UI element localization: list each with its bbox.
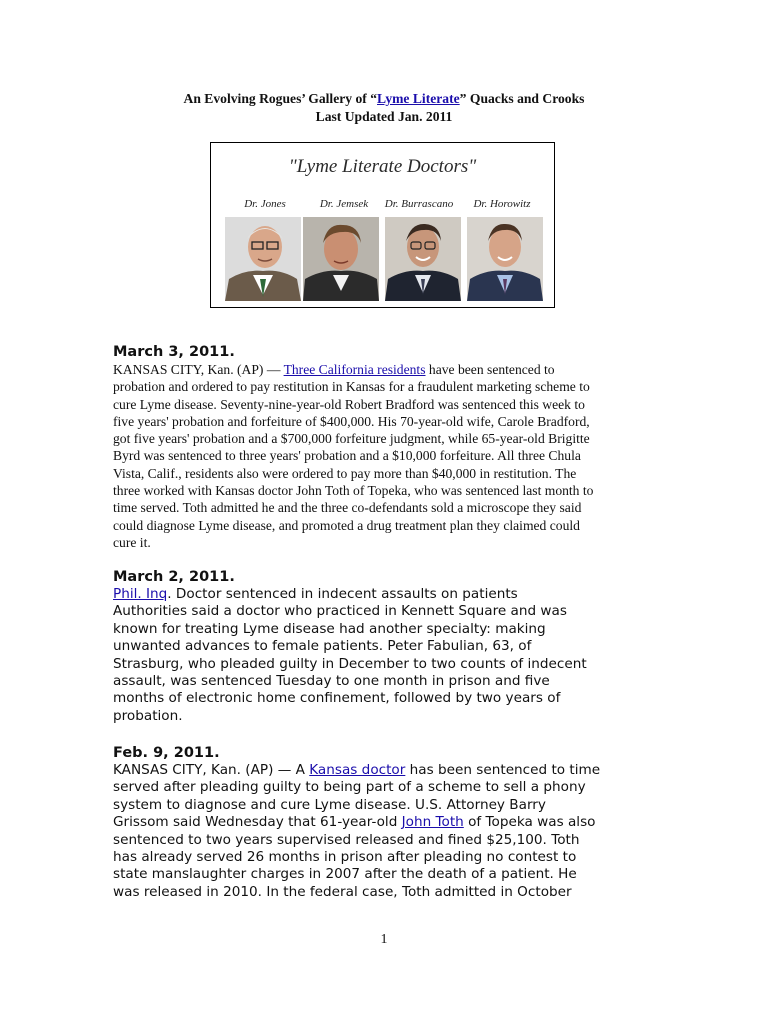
entry-line: cure Lyme disease. Seventy-nine-year-old Robert Bradford was sentenced this week to bbox=[113, 396, 585, 412]
entry-body bbox=[113, 361, 653, 551]
entry-feb-9-2011 bbox=[113, 745, 653, 901]
doctor-photo-jones bbox=[225, 217, 301, 301]
entry-line: known for treating Lyme disease had another specialty: making bbox=[113, 620, 546, 637]
entry-march-2-2011 bbox=[113, 569, 653, 725]
entry-body bbox=[113, 762, 653, 901]
entry-line: system to diagnose and cure Lyme disease. U.S. Attorney Barry bbox=[113, 796, 546, 813]
phil-inq-link[interactable]: Phil. Inq bbox=[113, 586, 168, 602]
line-text: KANSAS CITY, Kan. (AP) — A bbox=[113, 762, 310, 778]
doctor-photo-jemsek bbox=[303, 217, 379, 301]
entry-line: Strasburg, who pleaded guilty in December to two counts of indecent bbox=[113, 655, 587, 672]
doctor-label-jemsek: Dr. Jemsek bbox=[319, 198, 369, 210]
entry-line bbox=[113, 361, 653, 378]
entry-line: served after pleading guilty to being part of a scheme to sell a phony bbox=[113, 779, 586, 796]
entry-line: cure it. bbox=[113, 534, 151, 550]
line-text: has been sentenced to time bbox=[405, 762, 601, 778]
entry-march-3-2011 bbox=[113, 344, 653, 551]
document-title bbox=[0, 91, 768, 107]
entry-line: five years' probation and forfeiture of $400,000. His 70-year-old wife, Carole Bradford, bbox=[113, 413, 590, 429]
entry-line: three worked with Kansas doctor John Toth of Topeka, who was sentenced last month to bbox=[113, 483, 594, 499]
line-text: KANSAS CITY, Kan. (AP) — bbox=[113, 362, 284, 377]
line-text: have been sentenced to bbox=[425, 362, 555, 377]
entry-line: was released in 2010. In the federal case, Toth admitted in October bbox=[113, 883, 572, 900]
entry-line: probation and ordered to pay restitution in Kansas for a fraudulent marketing scheme to bbox=[113, 379, 590, 395]
lyme-literate-link[interactable]: Lyme Literate bbox=[377, 91, 460, 106]
figure-title: "Lyme Literate Doctors" bbox=[288, 156, 477, 177]
entry-line: months of electronic home confinement, followed by two years of bbox=[113, 690, 561, 707]
line-text: Grissom said Wednesday that 61-year-old bbox=[113, 814, 402, 831]
lyme-literate-doctors-image bbox=[210, 142, 555, 308]
entry-line: sentenced to two years supervised released and fined $25,100. Toth bbox=[113, 831, 580, 848]
doctor-label-horowitz: Dr. Horowitz bbox=[473, 198, 531, 210]
doctor-label-burrascano: Dr. Burrascano bbox=[384, 198, 454, 210]
entry-line: unwanted advances to female patients. Peter Fabulian, 63, of bbox=[113, 638, 532, 655]
kansas-doctor-link[interactable]: Kansas doctor bbox=[309, 762, 406, 778]
entry-line bbox=[113, 814, 653, 831]
entry-line: state manslaughter charges in 2007 after the death of a patient. He bbox=[113, 866, 577, 883]
entry-line: Vista, Calif., residents also were ordered to pay more than $40,000 in restitution. The bbox=[113, 465, 577, 481]
doctor-photo-horowitz bbox=[467, 217, 543, 301]
page-number: 1 bbox=[380, 932, 388, 947]
entry-line bbox=[113, 586, 653, 603]
entry-line: Byrd was sentenced to three years' probation and a $10,000 forfeiture. All three Chula bbox=[113, 448, 581, 464]
entry-line: assault, was sentenced Tuesday to one month in prison and five bbox=[113, 673, 550, 690]
title-text-after: ” Quacks and Crooks bbox=[459, 91, 585, 106]
entry-body bbox=[113, 586, 653, 725]
entry-line: has already served 26 months in prison after pleading no contest to bbox=[113, 849, 577, 866]
three-california-residents-link[interactable]: Three California residents bbox=[283, 362, 426, 377]
entry-line bbox=[113, 762, 653, 779]
entry-line: probation. bbox=[113, 707, 183, 724]
entry-date: March 2, 2011. bbox=[113, 569, 235, 585]
entry-line: could diagnose Lyme disease, and promoted a drug treatment plan they claimed could bbox=[113, 517, 580, 533]
doctor-label-jones: Dr. Jones bbox=[244, 198, 286, 210]
entry-line: Authorities said a doctor who practiced in Kennett Square and was bbox=[113, 603, 567, 620]
doctor-photo-burrascano bbox=[385, 217, 461, 301]
entry-line: got five years' probation and a $700,000 forfeiture judgment, while 65-year-old Brigitte bbox=[113, 431, 590, 447]
title-text-before: An Evolving Rogues’ Gallery of “ bbox=[183, 91, 377, 106]
line-text: of Topeka was also bbox=[463, 814, 596, 831]
last-updated: Last Updated Jan. 2011 bbox=[315, 109, 453, 124]
entry-date: Feb. 9, 2011. bbox=[113, 745, 220, 761]
entry-line: time served. Toth admitted he and the three co-defendants sold a microscope they said bbox=[113, 500, 582, 516]
entry-date: March 3, 2011. bbox=[113, 344, 235, 360]
line-text: . Doctor sentenced in indecent assaults on patients bbox=[167, 586, 518, 602]
john-toth-link[interactable]: John Toth bbox=[401, 814, 464, 831]
